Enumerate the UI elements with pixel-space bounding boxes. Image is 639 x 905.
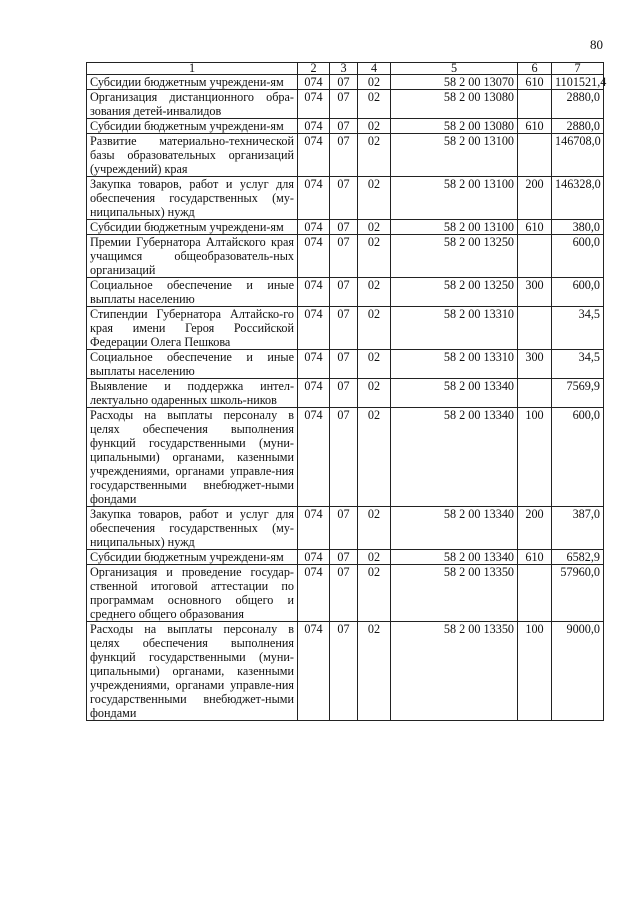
budget-table <box>86 61 607 721</box>
expense-name-cell: Выявление и поддержка интел-лектуально одаренных школь-ников <box>87 379 298 408</box>
expense-type-cell <box>518 90 552 119</box>
expense-name-cell: Социальное обеспечение и иные выплаты населению <box>87 278 298 307</box>
ministry-code-cell: 074 <box>298 119 330 134</box>
table-row <box>87 408 604 507</box>
ministry-code-cell: 074 <box>298 408 330 507</box>
target-article-cell: 58 2 00 13070 <box>391 75 518 90</box>
amount-cell: 380,0 <box>552 220 604 235</box>
subsection-code-cell: 02 <box>358 134 391 177</box>
ministry-code-cell: 074 <box>298 307 330 350</box>
subsection-code-cell: 02 <box>358 119 391 134</box>
subsection-code-cell: 02 <box>358 565 391 622</box>
expense-type-cell: 610 <box>518 75 552 90</box>
column-header: 6 <box>518 63 552 75</box>
subsection-code-cell: 02 <box>358 622 391 721</box>
section-code-cell: 07 <box>330 220 358 235</box>
amount-cell: 600,0 <box>552 278 604 307</box>
amount-cell: 2880,0 <box>552 119 604 134</box>
section-code-cell: 07 <box>330 177 358 220</box>
target-article-cell: 58 2 00 13250 <box>391 235 518 278</box>
ministry-code-cell: 074 <box>298 75 330 90</box>
amount-cell: 57960,0 <box>552 565 604 622</box>
ministry-code-cell: 074 <box>298 507 330 550</box>
amount-cell: 2880,0 <box>552 90 604 119</box>
amount-cell: 6582,9 <box>552 550 604 565</box>
expense-name-cell: Организация дистанционного обра-зования детей-инвалидов <box>87 90 298 119</box>
table-row <box>87 75 604 90</box>
subsection-code-cell: 02 <box>358 75 391 90</box>
expense-type-cell <box>518 134 552 177</box>
target-article-cell: 58 2 00 13100 <box>391 177 518 220</box>
table-row <box>87 379 604 408</box>
expense-type-cell <box>518 235 552 278</box>
subsection-code-cell: 02 <box>358 177 391 220</box>
target-article-cell: 58 2 00 13100 <box>391 134 518 177</box>
section-code-cell: 07 <box>330 565 358 622</box>
column-header: 3 <box>330 63 358 75</box>
target-article-cell: 58 2 00 13350 <box>391 622 518 721</box>
table-row <box>87 565 604 622</box>
subsection-code-cell: 02 <box>358 379 391 408</box>
ministry-code-cell: 074 <box>298 177 330 220</box>
section-code-cell: 07 <box>330 119 358 134</box>
table-row <box>87 622 604 721</box>
target-article-cell: 58 2 00 13340 <box>391 507 518 550</box>
amount-cell: 600,0 <box>552 235 604 278</box>
target-article-cell: 58 2 00 13340 <box>391 550 518 565</box>
amount-cell: 387,0 <box>552 507 604 550</box>
expense-name-cell: Стипендии Губернатора Алтайско-го края имени Героя Российской Федерации Олега Пешкова <box>87 307 298 350</box>
expense-type-cell: 200 <box>518 507 552 550</box>
expense-name-cell: Расходы на выплаты персоналу в целях обеспечения выполнения функций государственными (муни-ципальными) органами, казенными учреждениями, органами управле-ния государственными внебюджет-ными фондами <box>87 408 298 507</box>
table-row <box>87 307 604 350</box>
target-article-cell: 58 2 00 13080 <box>391 90 518 119</box>
table-row <box>87 278 604 307</box>
expense-name-cell: Премии Губернатора Алтайского края учащимся общеобразователь-ных организаций <box>87 235 298 278</box>
section-code-cell: 07 <box>330 507 358 550</box>
amount-cell: 1101521,4 <box>552 75 604 90</box>
amount-cell: 146708,0 <box>552 134 604 177</box>
table-row <box>87 134 604 177</box>
ministry-code-cell: 074 <box>298 565 330 622</box>
subsection-code-cell: 02 <box>358 408 391 507</box>
section-code-cell: 07 <box>330 75 358 90</box>
page-number: 80 <box>590 37 603 52</box>
subsection-code-cell: 02 <box>358 507 391 550</box>
table-row <box>87 350 604 379</box>
ministry-code-cell: 074 <box>298 550 330 565</box>
ministry-code-cell: 074 <box>298 90 330 119</box>
table-row <box>87 177 604 220</box>
section-code-cell: 07 <box>330 408 358 507</box>
ministry-code-cell: 074 <box>298 379 330 408</box>
subsection-code-cell: 02 <box>358 220 391 235</box>
expense-name-cell: Субсидии бюджетным учреждени-ям <box>87 119 298 134</box>
section-code-cell: 07 <box>330 350 358 379</box>
expense-name-cell: Расходы на выплаты персоналу в целях обеспечения выполнения функций государственными (муни-ципальными) органами, казенными учреждениями, органами управле-ния государственными внебюджет-ными фондами <box>87 622 298 721</box>
section-code-cell: 07 <box>330 134 358 177</box>
target-article-cell: 58 2 00 13340 <box>391 379 518 408</box>
column-header: 5 <box>391 63 518 75</box>
amount-cell: 146328,0 <box>552 177 604 220</box>
expense-name-cell: Субсидии бюджетным учреждени-ям <box>87 75 298 90</box>
amount-cell: 7569,9 <box>552 379 604 408</box>
table-row <box>87 507 604 550</box>
ministry-code-cell: 074 <box>298 220 330 235</box>
subsection-code-cell: 02 <box>358 350 391 379</box>
section-code-cell: 07 <box>330 90 358 119</box>
expense-type-cell: 300 <box>518 278 552 307</box>
expense-type-cell <box>518 379 552 408</box>
expense-name-cell: Развитие материально-технической базы образовательных организаций (учреждений) края <box>87 134 298 177</box>
column-header: 4 <box>358 63 391 75</box>
subsection-code-cell: 02 <box>358 307 391 350</box>
section-code-cell: 07 <box>330 550 358 565</box>
expense-type-cell: 610 <box>518 119 552 134</box>
section-code-cell: 07 <box>330 278 358 307</box>
table-header-row <box>87 63 604 75</box>
target-article-cell: 58 2 00 13100 <box>391 220 518 235</box>
expense-name-cell: Закупка товаров, работ и услуг для обеспечения государственных (му-ниципальных) нужд <box>87 507 298 550</box>
table-row <box>87 235 604 278</box>
section-code-cell: 07 <box>330 379 358 408</box>
expense-name-cell: Субсидии бюджетным учреждени-ям <box>87 220 298 235</box>
table-row <box>87 119 604 134</box>
ministry-code-cell: 074 <box>298 622 330 721</box>
ministry-code-cell: 074 <box>298 350 330 379</box>
target-article-cell: 58 2 00 13340 <box>391 408 518 507</box>
section-code-cell: 07 <box>330 235 358 278</box>
target-article-cell: 58 2 00 13250 <box>391 278 518 307</box>
table-row <box>87 550 604 565</box>
column-header: 2 <box>298 63 330 75</box>
amount-cell: 34,5 <box>552 350 604 379</box>
expense-type-cell <box>518 565 552 622</box>
target-article-cell: 58 2 00 13350 <box>391 565 518 622</box>
expense-name-cell: Закупка товаров, работ и услуг для обеспечения государственных (му-ниципальных) нужд <box>87 177 298 220</box>
target-article-cell: 58 2 00 13310 <box>391 307 518 350</box>
expense-type-cell: 300 <box>518 350 552 379</box>
expense-name-cell: Социальное обеспечение и иные выплаты населению <box>87 350 298 379</box>
subsection-code-cell: 02 <box>358 550 391 565</box>
expense-type-cell: 200 <box>518 177 552 220</box>
ministry-code-cell: 074 <box>298 134 330 177</box>
subsection-code-cell: 02 <box>358 235 391 278</box>
section-code-cell: 07 <box>330 622 358 721</box>
expense-type-cell: 610 <box>518 550 552 565</box>
expense-type-cell: 100 <box>518 408 552 507</box>
expense-name-cell: Организация и проведение государ-ственной итоговой аттестации по программам основного общего и среднего общего образования <box>87 565 298 622</box>
table-row <box>87 220 604 235</box>
ministry-code-cell: 074 <box>298 278 330 307</box>
expense-type-cell <box>518 307 552 350</box>
ministry-code-cell: 074 <box>298 235 330 278</box>
target-article-cell: 58 2 00 13080 <box>391 119 518 134</box>
section-code-cell: 07 <box>330 307 358 350</box>
table-row <box>87 90 604 119</box>
target-article-cell: 58 2 00 13310 <box>391 350 518 379</box>
expense-type-cell: 610 <box>518 220 552 235</box>
amount-cell: 9000,0 <box>552 622 604 721</box>
subsection-code-cell: 02 <box>358 90 391 119</box>
amount-cell: 34,5 <box>552 307 604 350</box>
column-header: 1 <box>87 63 298 75</box>
subsection-code-cell: 02 <box>358 278 391 307</box>
column-header: 7 <box>552 63 604 75</box>
expense-type-cell: 100 <box>518 622 552 721</box>
amount-cell: 600,0 <box>552 408 604 507</box>
expense-name-cell: Субсидии бюджетным учреждени-ям <box>87 550 298 565</box>
